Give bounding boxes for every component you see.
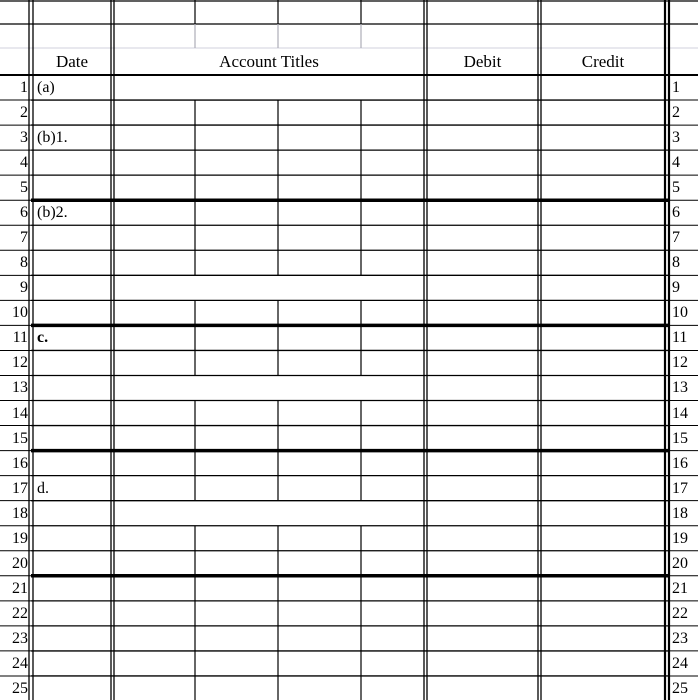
row-number-left: 4 xyxy=(20,154,28,172)
row-number-right: 9 xyxy=(672,279,680,297)
row-number-left: 12 xyxy=(12,354,28,372)
row-number-right: 5 xyxy=(672,179,680,197)
row-number-right: 6 xyxy=(672,204,680,222)
row-number-right: 21 xyxy=(672,579,688,597)
row-number-right: 25 xyxy=(672,679,688,697)
row-number-right: 2 xyxy=(672,104,680,122)
row-number-left: 11 xyxy=(12,329,28,347)
row-number-right: 18 xyxy=(672,504,688,522)
row-number-left: 20 xyxy=(12,554,28,572)
row-number-left: 21 xyxy=(12,579,28,597)
row-number-right: 10 xyxy=(672,304,688,322)
part-label: c. xyxy=(37,329,49,347)
part-label: (b)1. xyxy=(37,129,68,147)
row-number-left: 3 xyxy=(20,129,28,147)
row-number-right: 12 xyxy=(672,354,688,372)
row-number-right: 23 xyxy=(672,629,688,647)
row-number-left: 18 xyxy=(12,504,28,522)
row-number-left: 14 xyxy=(12,404,28,422)
row-number-right: 24 xyxy=(672,654,688,672)
row-number-right: 19 xyxy=(672,529,688,547)
row-number-right: 1 xyxy=(672,79,680,96)
row-number-right: 17 xyxy=(672,479,688,497)
row-number-left: 19 xyxy=(12,529,28,547)
part-label: (b)2. xyxy=(37,204,68,222)
row-number-left: 24 xyxy=(12,654,28,672)
row-number-left: 2 xyxy=(20,104,28,122)
row-number-left: 22 xyxy=(12,604,28,622)
row-number-left: 7 xyxy=(20,229,28,247)
row-number-left: 6 xyxy=(20,204,28,222)
row-number-right: 13 xyxy=(672,379,688,397)
row-number-right: 14 xyxy=(672,404,688,422)
row-number-left: 5 xyxy=(20,179,28,197)
row-number-left: 10 xyxy=(12,304,28,322)
row-number-left: 15 xyxy=(12,429,28,447)
part-label: (a) xyxy=(37,79,55,96)
row-number-left: 1 xyxy=(20,79,28,96)
row-number-left: 13 xyxy=(12,379,28,397)
row-number-right: 15 xyxy=(672,429,688,447)
row-number-left: 16 xyxy=(12,454,28,472)
row-number-right: 3 xyxy=(672,129,680,147)
row-number-left: 8 xyxy=(20,254,28,272)
part-label: d. xyxy=(37,479,49,497)
header-credit: Credit xyxy=(581,52,625,71)
row-number-right: 16 xyxy=(672,454,688,472)
row-number-right: 11 xyxy=(672,329,688,347)
row-number-right: 4 xyxy=(672,154,680,172)
row-number-left: 17 xyxy=(12,479,28,497)
row-number-left: 25 xyxy=(12,679,28,697)
row-number-right: 8 xyxy=(672,254,680,272)
row-number-left: 9 xyxy=(20,279,28,297)
row-number-right: 20 xyxy=(672,554,688,572)
header-account-titles: Account Titles xyxy=(219,52,319,71)
row-number-right: 22 xyxy=(672,604,688,622)
row-number-left: 23 xyxy=(12,629,28,647)
row-number-right: 7 xyxy=(672,229,680,247)
header-debit: Debit xyxy=(463,52,502,71)
header-date: Date xyxy=(55,52,89,71)
